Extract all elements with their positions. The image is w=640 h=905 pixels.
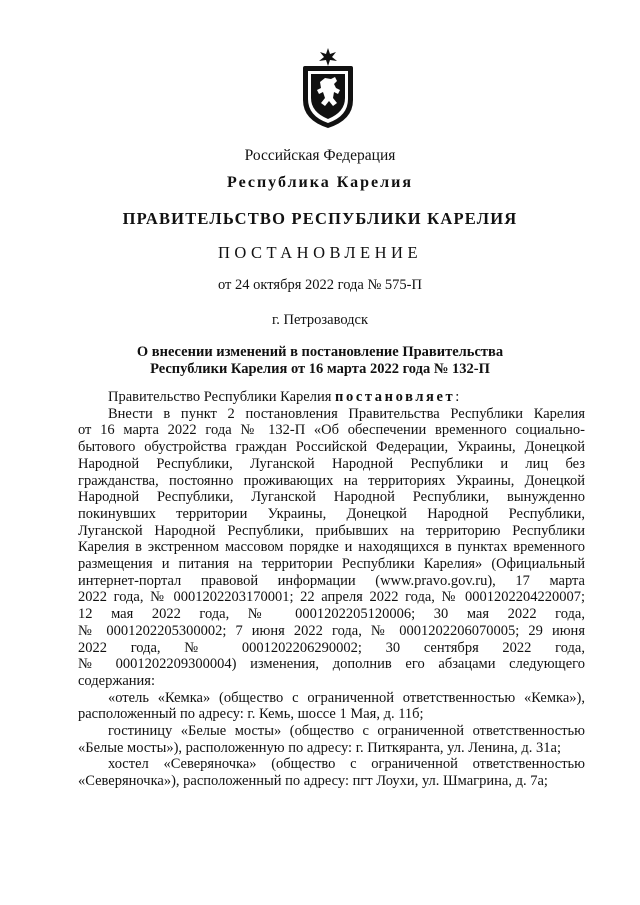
republic-name: Республика Карелия	[227, 174, 413, 191]
text-line: «отель «Кемка» (общество с ограниченной ответственностью «Кемка»),	[108, 689, 585, 706]
document-body	[78, 389, 585, 790]
preamble	[78, 389, 585, 406]
text-line: интернет-портал правовой информации (www.pravo.gov.ru), 17 марта	[78, 572, 585, 589]
document-date-number: от 24 октября 2022 года № 575-П	[218, 277, 422, 293]
document-city: г. Петрозаводск	[271, 312, 369, 328]
text-line: покинувших территории Украины, Донецкой Народной Республики,	[78, 505, 585, 522]
preamble-colon: :	[455, 389, 460, 405]
text-line: 2022 года, № 0001202206290002; 30 сентября 2022 года,	[78, 639, 585, 656]
government-name: ПРАВИТЕЛЬСТВО РЕСПУБЛИКИ КАРЕЛИЯ	[122, 209, 518, 228]
text-line: № 0001202205300002; 7 июня 2022 года, № 0001202206070005; 29 июня	[78, 622, 585, 639]
text-line: Карелия в экстренном массовом порядке и находящихся в пунктах временного	[78, 539, 585, 556]
preamble-text: Правительство Республики Карелия	[108, 389, 336, 405]
text-line: Народной Республики, Луганской Народной Республики, вынужденно	[78, 489, 585, 506]
title-line: Республики Карелия от 16 марта 2022 года № 132-П	[150, 361, 490, 377]
text-line: № 0001202209300004) изменения, дополнив его абзацами следующего	[78, 656, 585, 673]
text-line: Внести в пункт 2 постановления Правительства Республики Карелия	[108, 405, 585, 422]
text-line: хостел «Северяночка» (общество с ограниченной ответственностью	[108, 756, 585, 773]
document-type: ПОСТАНОВЛЕНИЕ	[217, 243, 423, 262]
text-line: размещения и питания на территории Республики Карелия» (Официальный	[78, 556, 585, 573]
document-title	[100, 344, 540, 378]
text-line: 2022 года, № 0001202203170001; 22 апреля 2022 года, № 0001202204220007;	[78, 589, 585, 606]
text-line: от 16 марта 2022 года № 132-П «Об обеспечении временного социально-	[78, 422, 585, 439]
paragraph-hotel-kemka	[78, 690, 585, 723]
text-line: расположенный по адресу: г. Кемь, шоссе 1 Мая, д. 11б;	[78, 706, 424, 723]
text-line: 12 мая 2022 года, № 0001202205120006; 30 мая 2022 года,	[78, 606, 585, 623]
paragraph-amendment	[78, 406, 585, 690]
text-line: бытового обустройства граждан Российской Федерации, Украины, Донецкой	[78, 439, 585, 456]
text-line: Народной Республики, Луганской Народной Республики и лиц без	[78, 455, 585, 472]
text-line: гостиницу «Белые мосты» (общество с ограниченной ответственностью	[108, 723, 585, 740]
text-line: «Северяночка»), расположенный по адресу: пгт Лоухи, ул. Шмагрина, д. 7а;	[78, 773, 548, 790]
paragraph-hotel-belye-mosty	[78, 723, 585, 756]
text-line: Луганской Народной Республики, прибывших на территорию Республики	[78, 522, 585, 539]
title-line: О внесении изменений в постановление Правительства	[136, 344, 504, 360]
coat-of-arms-emblem	[298, 48, 358, 128]
text-line: содержания:	[78, 672, 156, 689]
country-name: Российская Федерация	[244, 147, 396, 164]
star-icon	[319, 48, 337, 66]
paragraph-hostel-severyanochka	[78, 756, 585, 789]
text-line: гражданства, постоянно проживающих на территориях Украины, Донецкой	[78, 472, 585, 489]
preamble-verb: постановляет	[335, 389, 456, 405]
text-line: «Белые мосты»), расположенную по адресу: г. Питкяранта, ул. Ленина, д. 31а;	[78, 739, 562, 756]
